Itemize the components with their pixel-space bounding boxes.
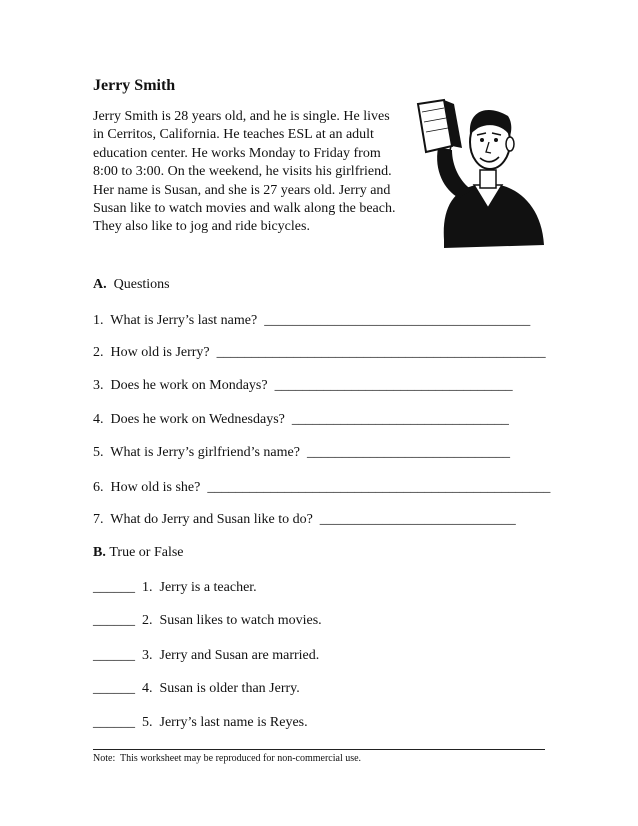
- story-paragraph: Jerry Smith is 28 years old, and he is single. He lives in Cerritos, California. He teaches ESL at an adult education center. He works Monday to Friday from 8:00 to 3:00. On the weekend, he visits his girlfriend. Her name is Susan, and she is 27 years old. Jerry and Susan like to watch movies and walk along the beach. They also like to jog and ride bicycles.: [93, 109, 396, 235]
- question-4: 4. Does he work on Wednesdays? _______________________________: [93, 412, 509, 427]
- true-false-item-2: ______ 2. Susan likes to watch movies.: [93, 613, 322, 628]
- man-holding-book-illustration: [404, 90, 546, 250]
- footer-divider: [93, 749, 545, 750]
- question-5: 5. What is Jerry’s girlfriend’s name? _____________________________: [93, 445, 510, 460]
- section-b-label: True or False: [109, 545, 184, 560]
- true-false-item-1: ______ 1. Jerry is a teacher.: [93, 580, 257, 595]
- section-a-letter: A.: [93, 277, 107, 292]
- true-false-item-4: ______ 4. Susan is older than Jerry.: [93, 681, 300, 696]
- worksheet-title: Jerry Smith: [93, 77, 176, 94]
- true-false-item-5: ______ 5. Jerry’s last name is Reyes.: [93, 715, 308, 730]
- question-7: 7. What do Jerry and Susan like to do? ____________________________: [93, 512, 516, 527]
- question-1: 1. What is Jerry’s last name? ______________________________________: [93, 313, 531, 328]
- question-3: 3. Does he work on Mondays? __________________________________: [93, 378, 513, 393]
- section-b-letter: B.: [93, 545, 106, 560]
- question-6: 6. How old is she? _________________________________________________: [93, 480, 551, 495]
- question-2: 2. How old is Jerry? _______________________________________________: [93, 345, 546, 360]
- true-false-item-3: ______ 3. Jerry and Susan are married.: [93, 648, 320, 663]
- footer-note: Note: This worksheet may be reproduced for non-commercial use.: [93, 753, 362, 764]
- section-b-heading: [93, 545, 184, 561]
- section-a-label: Questions: [113, 277, 170, 292]
- section-a-heading: [93, 277, 170, 293]
